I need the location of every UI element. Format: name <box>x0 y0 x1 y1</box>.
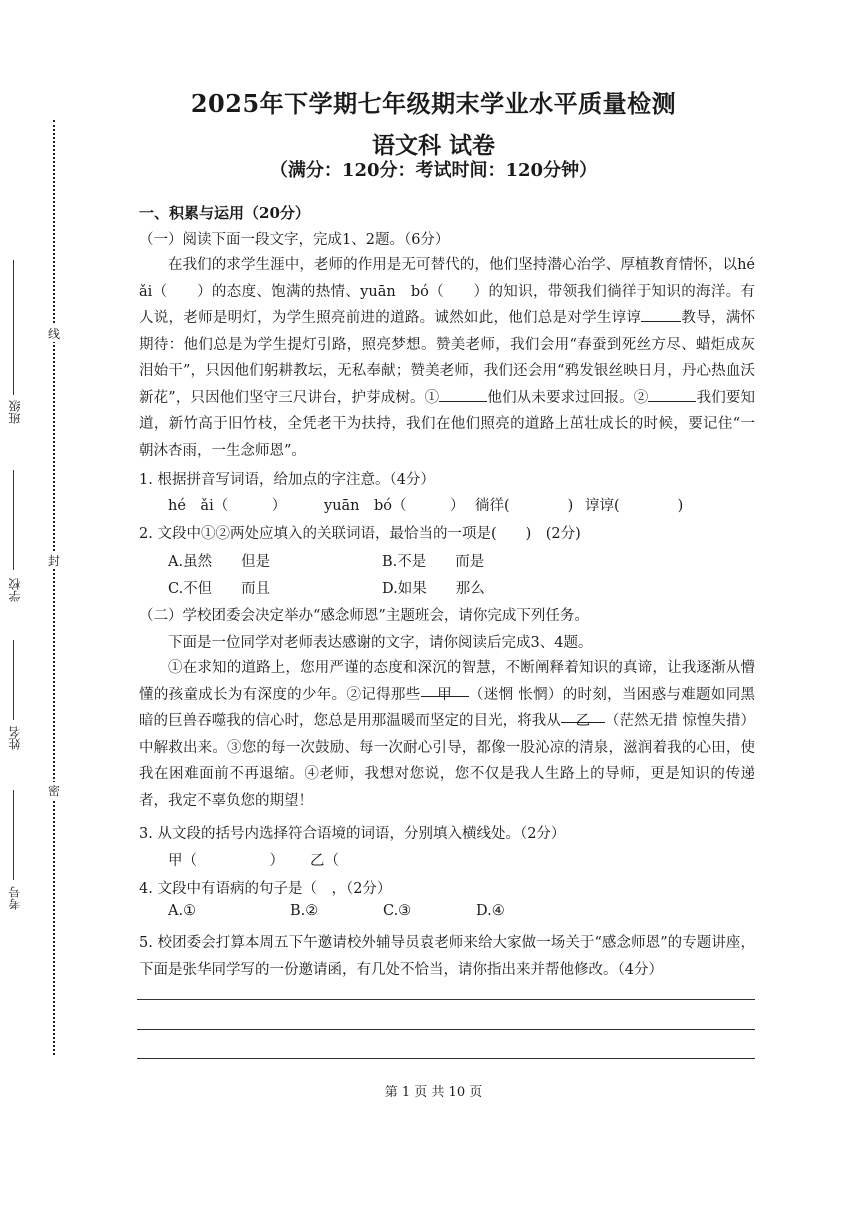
class-blank[interactable] <box>13 260 14 395</box>
seal-word-feng: 封 <box>47 554 60 568</box>
question-1: 1. 根据拼音写词语，给加点的字注意。（4分） <box>139 472 435 488</box>
seal-word-xian: 线 <box>47 327 60 341</box>
class-field[interactable] <box>0 260 40 440</box>
passage-1-text-f: 他们从未要求过回报。② <box>487 389 649 406</box>
school-field[interactable] <box>0 470 40 620</box>
part2-intro: （二）学校团委会决定举办“感念师恩”主题班会，请你完成下列任务。 <box>139 608 589 624</box>
answer-line-3[interactable] <box>137 1058 755 1059</box>
blank-2[interactable] <box>648 387 696 402</box>
name-label: 姓名 <box>8 726 22 750</box>
school-blank[interactable] <box>13 470 14 570</box>
blank-1[interactable] <box>439 387 487 402</box>
passage-1-text-d: 的知识，带领我们徜徉于知识的海洋。有人说，老师是明灯，为学生照亮前进的道路。诚然如此，他们总是对学生谆谆 <box>139 283 756 326</box>
pinyin-he-ai: hé ǎi（ ） <box>139 257 770 300</box>
binding-dotted-line <box>53 120 55 1055</box>
pinyin-yuan-bo: yuān bó（ ） <box>360 283 489 300</box>
school-label: 学校 <box>8 578 22 602</box>
class-label: 班级 <box>8 400 22 424</box>
passage-2 <box>139 655 755 814</box>
passage-2-text-a: ①在求知的道路上，您用严谨的态度和深沉的智慧，不断阐释着知识的真谛，让我逐渐从懵懂的孩童成长为有深度的少年。②记得那些 <box>139 660 755 703</box>
blank-jia[interactable]: 甲 <box>421 682 469 697</box>
answer-line-2[interactable] <box>137 1029 755 1030</box>
seal-word-mi: 密 <box>47 784 60 798</box>
q4-option-b[interactable]: B.② <box>290 903 319 919</box>
q3-answer-yi[interactable]: 乙（ <box>310 853 339 869</box>
exam-subject: 语文科 试卷 <box>371 132 495 159</box>
q2-option-c[interactable]: C.不但 而且 <box>168 581 271 597</box>
part2-sub: 下面是一位同学对老师表达感谢的文字，请你阅读后完成3、4题。 <box>168 635 593 651</box>
passage-2-text-c: （茫然无措 惊惶失措）中解救出来。③您的每一次鼓励、每一次耐心引导，都像一股沁凉的清泉，滋润着我的心田，使我在困难面前不再退缩。④老师，我想对您说，您不仅是我人生路上的导师，更是知识的传递者，我定不辜负您的期望！ <box>139 713 756 809</box>
q2-option-b[interactable]: B.不是 而是 <box>382 554 485 570</box>
q2-option-a[interactable]: A.虽然 但是 <box>168 554 271 570</box>
q4-option-c[interactable]: C.③ <box>383 903 412 919</box>
page-footer: 第 1 页 共 10 页 <box>384 1085 483 1100</box>
passage-2-text-b: （迷惘 怅惘）的时刻，当困惑与难题如同黑暗的巨兽吞噬我的信心时，您总是用那温暖而坚定的目光，将我从 <box>139 686 756 729</box>
passage-1-text-e: 教导，满怀期待：他们总是为学生提灯引路，照亮梦想。赞美老师，我们会用“春蚕到死丝方尽、蜡炬成灰泪始干”，只因他们躬耕教坛，无私奉献；赞美老师，我们还会用“鸦发银丝映日月，丹心热血沃新花”，只因他们坚守三尺讲台，护芽成树。① <box>139 310 756 406</box>
q1-item-3: 徜徉( ) <box>475 498 574 514</box>
q1-item-2: yuān bó（ ） <box>324 498 465 514</box>
section-title: 一、积累与运用（20分） <box>139 204 310 222</box>
name-blank[interactable] <box>13 640 14 720</box>
q4-option-a[interactable]: A.① <box>168 903 197 919</box>
blank-underline <box>641 307 681 322</box>
name-field[interactable] <box>0 640 40 770</box>
exam-number-field[interactable] <box>0 790 40 930</box>
exam-title: 2025年下学期七年级期末学业水平质量检测 <box>190 89 677 118</box>
q1-item-1: hé ǎi（ ） <box>168 498 287 514</box>
exam-number-blank[interactable] <box>13 790 14 880</box>
answer-line-1[interactable] <box>137 999 755 1000</box>
passage-1 <box>139 252 770 464</box>
question-2: 2. 文段中①②两处应填入的关联词语，最恰当的一项是( ) (2分) <box>139 526 581 542</box>
question-3: 3. 从文段的括号内选择符合语境的词语，分别填入横线处。（2分） <box>139 826 566 842</box>
passage-1-text-b: 以 <box>722 257 738 273</box>
question-4: 4. 文段中有语病的句子是（ ，（2分） <box>139 881 392 897</box>
blank-yi[interactable]: 乙 <box>561 708 605 723</box>
exam-info: （满分：120分：考试时间：120分钟） <box>269 160 598 181</box>
q1-item-4: 谆谆( ) <box>585 498 684 514</box>
passage-1-text-a: 在我们的求学生涯中，老师的作用是无可替代的，他们坚持潜心治学、厚植教育情怀， <box>168 257 723 273</box>
part1-intro: （一）阅读下面一段文字，完成1、2题。（6分） <box>139 232 450 248</box>
exam-number-label: 考号 <box>8 886 22 910</box>
q4-option-d[interactable]: D.④ <box>476 903 505 919</box>
question-5: 5. 校团委会打算本周五下午邀请校外辅导员袁老师来给大家做一场关于“感念师恩”的专题讲座，下面是张华同学写的一份邀请函，有几处不恰当，请你指出来并帮他修改。（4分） <box>139 935 755 978</box>
passage-1-text-g: 我们要知道，新竹高于旧竹枝，全凭老干为扶持，我们在他们照亮的道路上茁壮成长的时候，要记住“一朝沐杏雨，一生念师恩”。 <box>139 389 756 459</box>
q2-option-d[interactable]: D.如果 那么 <box>382 581 485 597</box>
passage-1-text-c: 的态度、饱满的热情、 <box>211 283 361 300</box>
q3-answer-jia[interactable]: 甲（ ） <box>168 853 284 869</box>
